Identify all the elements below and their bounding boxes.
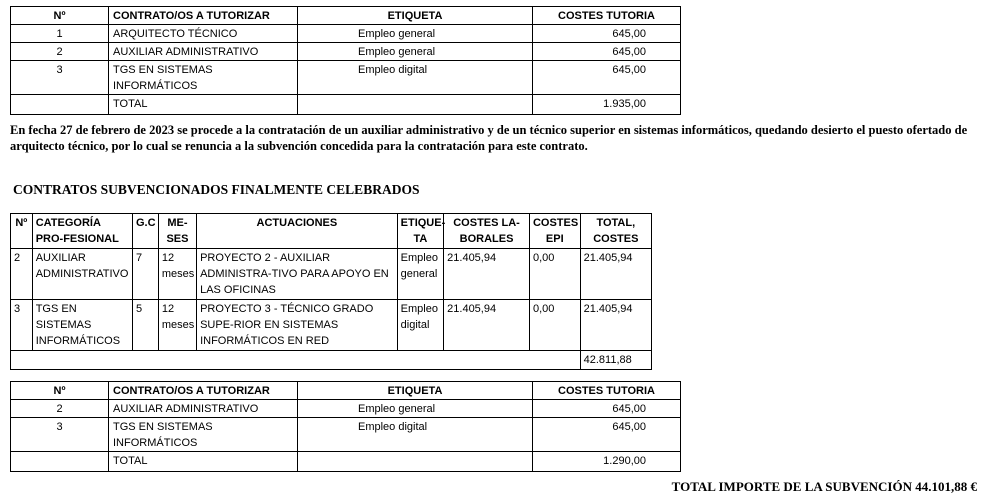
cell-tag: Empleo general [298,43,533,61]
header-months: ME-SES [158,214,196,249]
cell-months: 12 meses [158,249,196,300]
explanatory-paragraph: En fecha 27 de febrero de 2023 se procede a la contratación de un auxiliar administrativo y de un técnico superior en sistemas informáticos, quedando desierto el puesto ofertado de arquitecto técnico, por lo cual se renuncia a la subvención concedida para la contratación para este contrato. [10,123,968,153]
cell-category: TGS EN SISTEMAS INFORMÁTICOS [32,300,132,351]
cell-no: 2 [11,400,109,418]
cell-cost: 645,00 [533,418,681,452]
section-heading: CONTRATOS SUBVENCIONADOS FINALMENTE CELEBRADOS [13,182,420,197]
tutor-table-initial [10,6,681,115]
cell-empty [11,95,109,115]
cell-epi-costs: 0,00 [529,249,580,300]
cell-cost: 645,00 [533,400,681,418]
header-actions: ACTUACIONES [197,214,398,249]
header-no: Nº [11,382,109,400]
table-total-row [11,452,681,472]
cell-contract: ARQUITECTO TÉCNICO [109,25,298,43]
header-gc: G.C [132,214,158,249]
total-value: 1.290,00 [533,452,681,472]
table-total-row [11,95,681,115]
cell-tag: Empleo digital [298,61,533,95]
cell-no: 3 [11,418,109,452]
total-label: TOTAL [109,452,298,472]
header-tag: ETIQUE-TA [397,214,444,249]
cell-epi-costs: 0,00 [529,300,580,351]
cell-no: 1 [11,25,109,43]
cell-cost: 645,00 [533,61,681,95]
table-row [11,249,652,300]
cell-actions: PROYECTO 2 - AUXILIAR ADMINISTRA-TIVO PARA APOYO EN LAS OFICINAS [197,249,398,300]
contracts-table [10,213,652,370]
table-row [11,61,681,95]
table-header-row [11,214,652,249]
total-label: TOTAL [109,95,298,115]
tutor-table-final [10,381,681,472]
cell-labor-costs: 21.405,94 [444,249,530,300]
cell-empty [11,351,581,370]
cell-empty [11,452,109,472]
header-category: CATEGORÍA PRO-FESIONAL [32,214,132,249]
table-row [11,25,681,43]
cell-no: 3 [11,61,109,95]
sum-value: 42.811,88 [580,351,651,370]
table-row [11,400,681,418]
header-tag: ETIQUETA [298,7,533,25]
header-contract: CONTRATO/OS A TUTORIZAR [109,7,298,25]
cell-tag: Empleo digital [298,418,533,452]
header-tag: ETIQUETA [298,382,533,400]
table-header-row [11,382,681,400]
cell-actions: PROYECTO 3 - TÉCNICO GRADO SUPE-RIOR EN SISTEMAS INFORMÁTICOS EN RED [197,300,398,351]
header-epi-costs: COSTES EPI [529,214,580,249]
header-no: Nº [11,214,33,249]
cell-no: 2 [11,249,33,300]
cell-empty [298,452,533,472]
table-row [11,418,681,452]
cell-gc: 5 [132,300,158,351]
cell-no: 3 [11,300,33,351]
cell-tag: Empleo general [298,25,533,43]
total-value: 1.935,00 [533,95,681,115]
cell-no: 2 [11,43,109,61]
cell-contract: AUXILIAR ADMINISTRATIVO [109,43,298,61]
header-total-costs: TOTAL, COSTES [580,214,651,249]
cell-cost: 645,00 [533,43,681,61]
header-cost: COSTES TUTORIA [533,382,681,400]
header-cost: COSTES TUTORIA [533,7,681,25]
cell-tag: Empleo general [298,400,533,418]
cell-cost: 645,00 [533,25,681,43]
table-row [11,300,652,351]
header-contract: CONTRATO/OS A TUTORIZAR [109,382,298,400]
cell-category: AUXILIAR ADMINISTRATIVO [32,249,132,300]
cell-contract: TGS EN SISTEMAS INFORMÁTICOS [109,418,298,452]
cell-gc: 7 [132,249,158,300]
table-sum-row [11,351,652,370]
table-row [11,43,681,61]
grand-total: TOTAL IMPORTE DE LA SUBVENCIÓN 44.101,88 € [671,479,977,494]
cell-total-costs: 21.405,94 [580,300,651,351]
cell-labor-costs: 21.405,94 [444,300,530,351]
cell-empty [298,95,533,115]
cell-tag: Empleo digital [397,300,444,351]
table-header-row [11,7,681,25]
cell-total-costs: 21.405,94 [580,249,651,300]
cell-months: 12 meses [158,300,196,351]
cell-contract: AUXILIAR ADMINISTRATIVO [109,400,298,418]
header-labor-costs: COSTES LA-BORALES [444,214,530,249]
cell-contract: TGS EN SISTEMAS INFORMÁTICOS [109,61,298,95]
cell-tag: Empleo general [397,249,444,300]
header-no: Nº [11,7,109,25]
